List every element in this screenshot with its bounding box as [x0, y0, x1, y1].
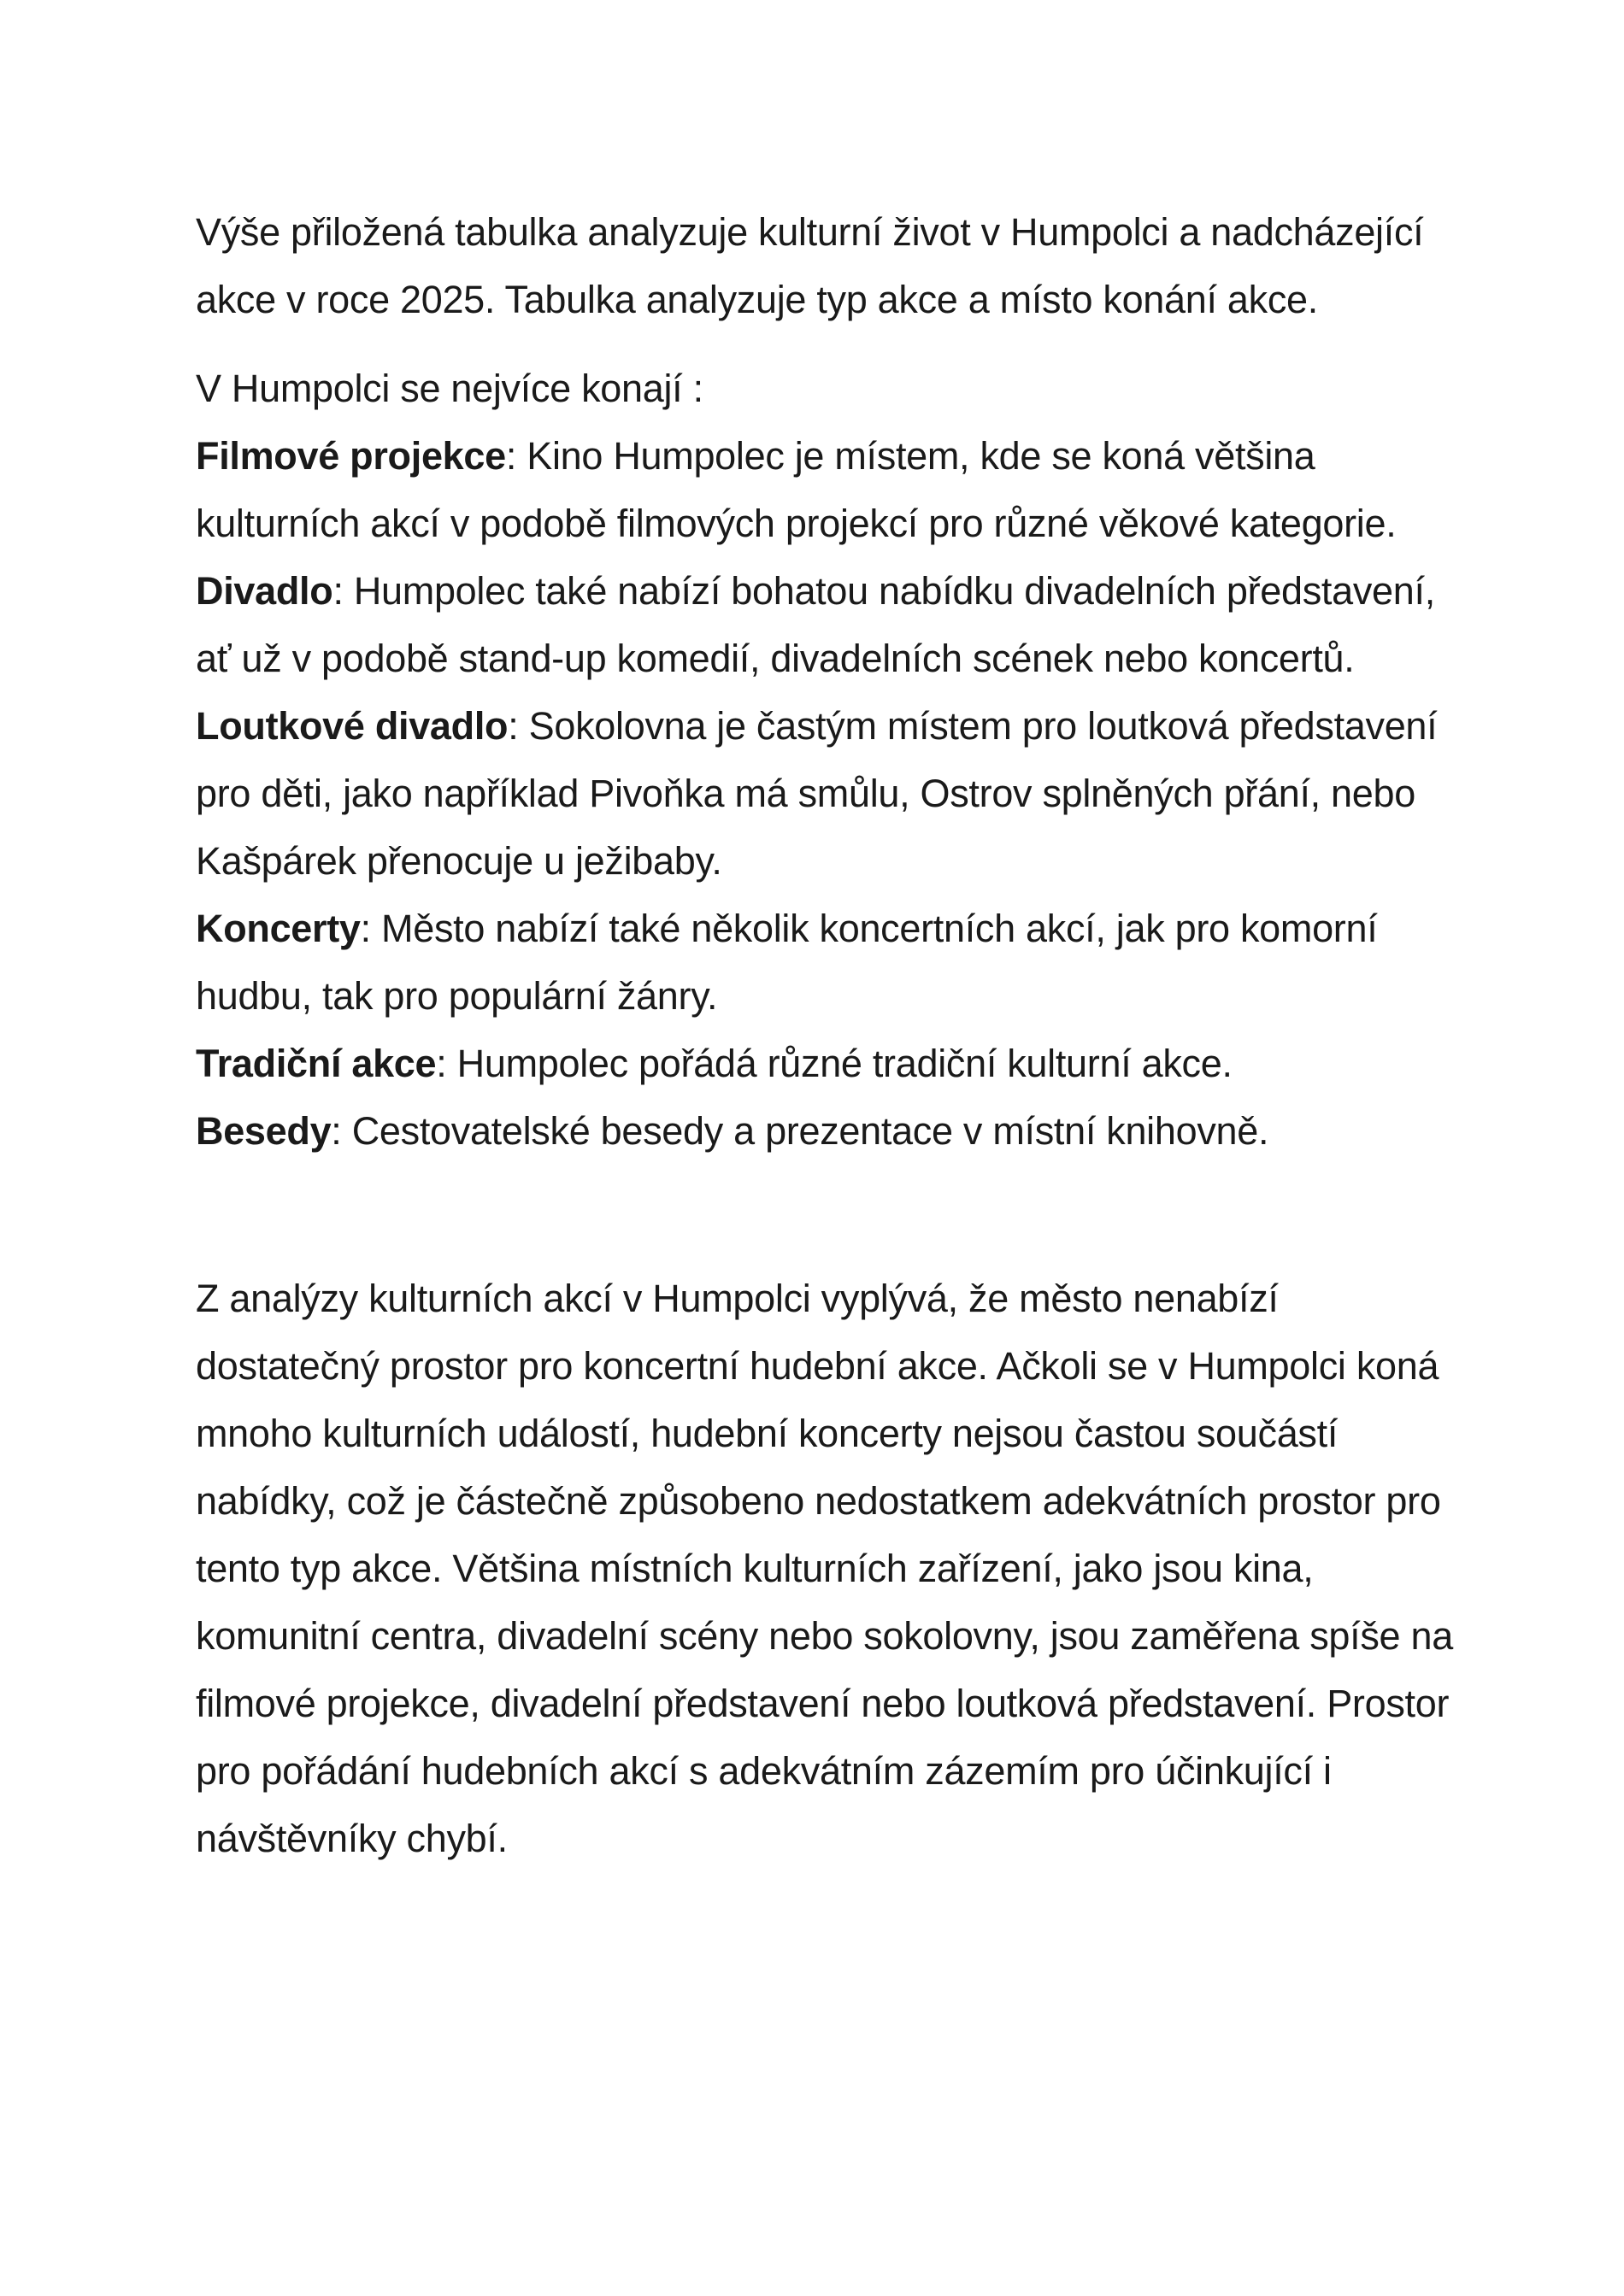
item-text: : Kino Humpolec je místem, kde se koná většina kulturních akcí v podobě filmových projekcí pro různé věkové kategorie. — [196, 434, 1397, 545]
intro-paragraph: Výše přiložená tabulka analyzuje kulturní život v Humpolci a nadcházející akce v roce 2025. Tabulka analyzuje typ akce a místo konání akce. — [196, 210, 1424, 321]
list-item — [196, 1097, 1461, 1165]
list-lead: V Humpolci se nejvíce konají : — [196, 367, 703, 410]
item-text: : Sokolovna je častým místem pro loutková představení pro děti, jako například Pivoňka má smůlu, Ostrov splněných přání, nebo Kašpárek přenocuje u ježibaby. — [196, 704, 1438, 883]
list-item — [196, 422, 1461, 557]
item-text: : Cestovatelské besedy a prezentace v místní knihovně. — [331, 1109, 1269, 1153]
list-item — [196, 895, 1461, 1030]
item-term: Besedy — [196, 1109, 332, 1153]
item-text: : Město nabízí také několik koncertních akcí, jak pro komorní hudbu, tak pro populární žánry. — [196, 907, 1378, 1018]
item-text: : Humpolec také nabízí bohatou nabídku divadelních představení, ať už v podobě stand-up komedií, divadelních scének nebo koncertů. — [196, 569, 1435, 680]
list-item — [196, 1030, 1461, 1097]
item-term: Loutkové divadlo — [196, 704, 509, 748]
event-type-list — [196, 422, 1461, 1165]
document-page — [196, 198, 1461, 1872]
item-term: Tradiční akce — [196, 1042, 437, 1085]
list-item — [196, 692, 1461, 895]
item-term: Koncerty — [196, 907, 361, 950]
list-item — [196, 557, 1461, 692]
item-term: Filmové projekce — [196, 434, 506, 478]
item-term: Divadlo — [196, 569, 333, 613]
conclusion-paragraph: Z analýzy kulturních akcí v Humpolci vyplývá, že město nenabízí dostatečný prostor pro koncertní hudební akce. Ačkoli se v Humpolci koná mnoho kulturních událostí, hudební koncerty nejsou častou součástí nabídky, což je částečně způsobeno nedostatkem adekvátních prostor pro tento typ akce. Většina místních kulturních zařízení, jako jsou kina, komunitní centra, divadelní scény nebo sokolovny, jsou zaměřena spíše na filmové projekce, divadelní představení nebo loutková představení. Prostor pro pořádání hudebních akcí s adekvátním zázemím pro účinkující i návštěvníky chybí. — [196, 1277, 1453, 1860]
item-text: : Humpolec pořádá různé tradiční kulturní akce. — [436, 1042, 1233, 1085]
